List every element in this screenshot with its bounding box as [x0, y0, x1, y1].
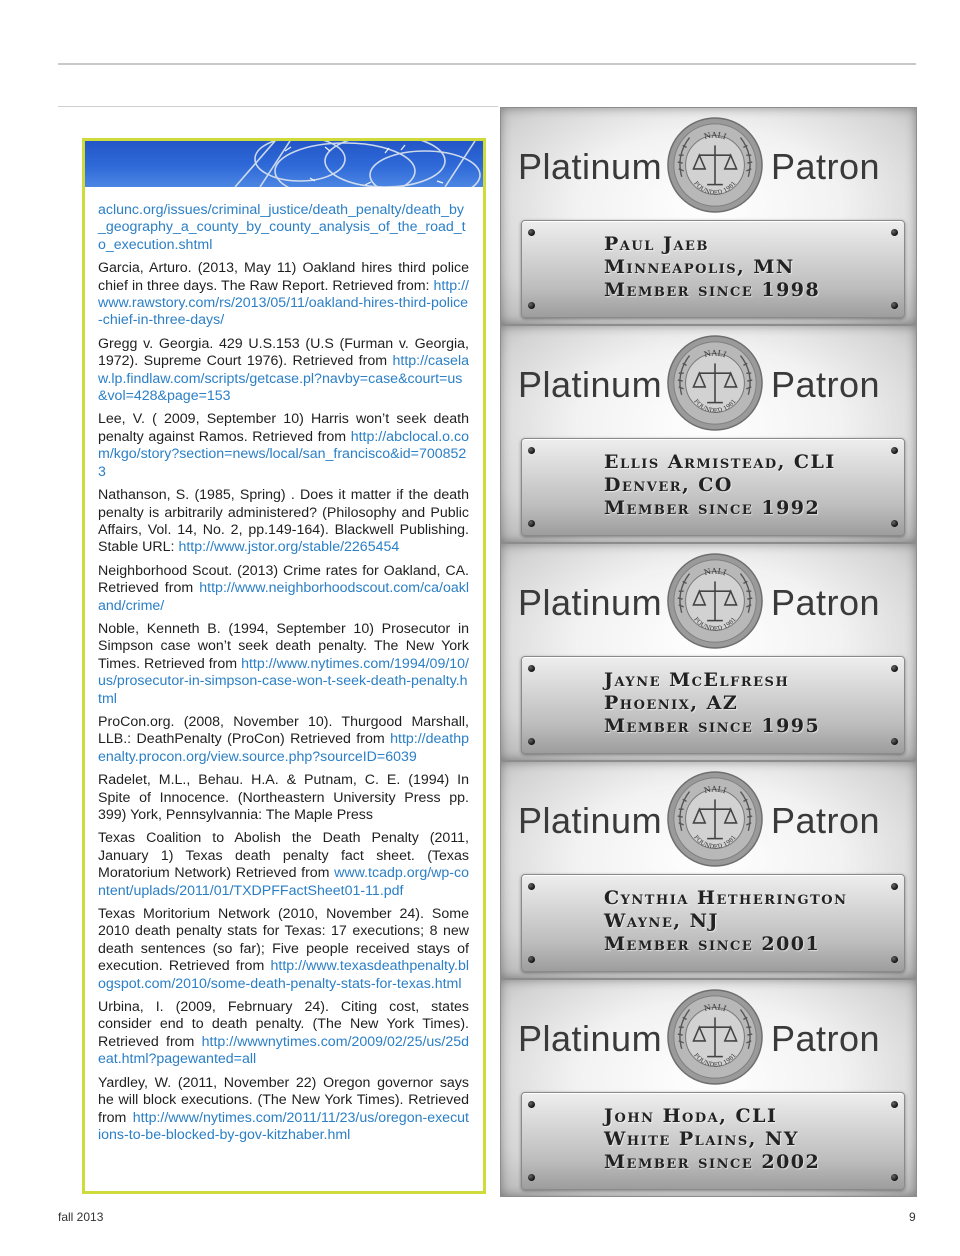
reference-text: Garcia, Arturo. (2013, May 11) Oakland hires third police chief in three days. The Raw Report. Retrieved from:: [98, 260, 469, 294]
plaque-left-word: Platinum: [518, 364, 663, 405]
rivet-icon: [891, 520, 898, 527]
plaque-left-word: Platinum: [518, 1018, 663, 1059]
reference-text: Noble, Kenneth B. (1994, September 10) Prosecutor in Simpson case won’t seek death penalty. The New York Times. Retrieved from: [98, 620, 469, 672]
rivet-icon: [891, 229, 898, 236]
reference-text: Yardley, W. (2011, November 22) Oregon governor says he will block executions. (The New York Times). Retrieved from: [98, 1074, 469, 1126]
plaque-right-word: Patron: [771, 582, 881, 623]
reference-text: Texas Moritorium Network (2010, November 24). Some 2010 death penalty stats for Texas: 17 executions; 8 new death sentences (so far); Five people received stays of execution. Retrieved from: [98, 906, 469, 975]
barbed-wire-icon: [85, 141, 483, 187]
rivet-icon: [891, 302, 898, 309]
patron-name: Jayne McElfresh: [604, 669, 790, 691]
seal-top-text: NALI: [703, 348, 728, 360]
patron-member-since: Member since 2001: [604, 933, 821, 955]
nameplate: [521, 874, 905, 972]
patron-location: White Plains, NY: [604, 1128, 799, 1150]
patron-plaque: [500, 761, 917, 979]
reference-text: ProCon.org. (2008, November 10). Thurgood Marshall, LLB.: DeathPenalty (ProCon) Retrieved from: [98, 713, 469, 748]
nameplate: [521, 656, 905, 754]
plaque-right-word: Patron: [771, 146, 881, 187]
reference-text: Texas Coalition to Abolish the Death Penalty (2011, January 1) Texas death penalty fact sheet. (Texas Moratorium Network) Retrieved from: [98, 830, 469, 882]
reference-entry: [98, 830, 469, 900]
nali-seal-icon: [666, 770, 764, 868]
rivet-icon: [891, 1174, 898, 1181]
reference-entry: [98, 487, 469, 557]
reference-entry: [98, 336, 469, 406]
reference-entry: [98, 621, 469, 708]
patron-name: John Hoda, CLI: [604, 1105, 778, 1127]
nameplate: [521, 220, 905, 318]
reference-link[interactable]: http://wwwnytimes.com/2009/02/25/us/25deat.html?pagewanted=all: [98, 1033, 469, 1068]
patron-location: Denver, CO: [604, 474, 733, 496]
patron-plaques: [500, 107, 917, 1197]
reference-link[interactable]: aclunc.org/issues/criminal_justice/death_penalty/death_by_geography_a_county_by_county_analysis_of_the_road_to_execution.shtml: [98, 202, 466, 253]
rivet-icon: [528, 883, 535, 890]
reference-entry: [98, 563, 469, 615]
patron-member-since: Member since 1992: [604, 497, 821, 519]
plaque-left-word: Platinum: [518, 800, 663, 841]
rivet-icon: [891, 956, 898, 963]
patron-plaque: [500, 325, 917, 543]
seal-top-text: NALI: [703, 130, 728, 142]
reference-link[interactable]: http://www.nytimes.com/1994/09/10/us/prosecutor-in-simpson-case-won-t-seek-death-penalty.html: [98, 655, 469, 707]
rivet-icon: [891, 883, 898, 890]
rivet-icon: [528, 738, 535, 745]
nali-seal-icon: [666, 334, 764, 432]
reference-link[interactable]: www.tcadp.org/wp-content/uplads/2011/01/TXDPFFactSheet01-11.pdf: [98, 865, 469, 899]
reference-link[interactable]: http://www/nytimes.com/2011/11/23/us/oregon-executions-to-be-blocked-by-gov-kitzhaber.hml: [98, 1109, 469, 1143]
top-rule: [58, 63, 916, 65]
rivet-icon: [528, 956, 535, 963]
reference-link[interactable]: http://www.neighborhoodscout.com/ca/oakland/crime/: [98, 580, 469, 614]
reference-link[interactable]: http://abclocal.o.com/kgo/story?section=news/local/san_francisco&id=7008523: [98, 428, 469, 480]
seal-bottom-text: FOUNDED 1981: [692, 398, 738, 415]
patron-member-since: Member since 1995: [604, 715, 821, 737]
reference-entry: [98, 260, 469, 330]
reference-entry: [98, 1075, 469, 1145]
rivet-icon: [528, 447, 535, 454]
references-box: [82, 138, 486, 1194]
rivet-icon: [891, 665, 898, 672]
seal-top-text: NALI: [703, 1002, 728, 1014]
reference-entry: [98, 411, 469, 481]
reference-link[interactable]: http://www.texasdeathpenalty.blogspot.com/2010/some-death-penalty-stats-for-texas.html: [98, 958, 469, 992]
reference-entry: [98, 772, 469, 824]
patron-name: Ellis Armistead, CLI: [604, 451, 836, 473]
nali-seal-icon: [666, 988, 764, 1086]
nali-seal-icon: [666, 552, 764, 650]
plaque-right-word: Patron: [771, 1018, 881, 1059]
plaque-left-word: Platinum: [518, 146, 663, 187]
patron-location: Wayne, NJ: [604, 910, 719, 932]
rivet-icon: [891, 447, 898, 454]
reference-text: Radelet, M.L., Behau. H.A. & Putnam, C. E. (1994) In Spite of Innocence. (Northeastern University Press pp. 399) York, Pennsylvannia: The Maple Press: [98, 772, 469, 823]
patron-plaque: [500, 543, 917, 761]
reference-entry: [98, 202, 469, 254]
rivet-icon: [891, 738, 898, 745]
patron-plaque: [500, 979, 917, 1197]
reference-link[interactable]: http://www.jstor.org/stable/2265454: [178, 539, 400, 556]
rivet-icon: [891, 1101, 898, 1108]
patron-member-since: Member since 1998: [604, 279, 821, 301]
patron-location: Phoenix, AZ: [604, 692, 739, 714]
reference-text: Lee, V. ( 2009, September 10) Harris won’t seek death penalty against Ramos. Retrieved from: [98, 411, 469, 445]
plaque-right-word: Patron: [771, 364, 881, 405]
nameplate: [521, 438, 905, 536]
reference-entry: [98, 999, 469, 1069]
patron-plaque: [500, 107, 917, 325]
reference-text: Nathanson, S. (1985, Spring) . Does it matter if the death penalty is arbitrarily administered? (Philosophy and Public Affairs, Vol. 14, No. 2, pp.149-164). Blackwell Publishing. Stable URL:: [98, 487, 469, 556]
seal-top-text: NALI: [703, 566, 728, 578]
barbed-wire-banner: [85, 141, 483, 187]
plaque-left-word: Platinum: [518, 582, 663, 623]
rivet-icon: [528, 229, 535, 236]
rivet-icon: [528, 302, 535, 309]
reference-entry: [98, 906, 469, 993]
seal-top-text: NALI: [703, 784, 728, 796]
reference-entry: [98, 714, 469, 766]
reference-text: Urbina, I. (2009, Febrnuary 24). Citing cost, states consider end to death penalty. (The New York Times). Retrieved from: [98, 999, 469, 1050]
seal-bottom-text: FOUNDED 1981: [692, 616, 738, 633]
patron-name: Cynthia Hetherington: [604, 887, 848, 909]
nali-seal-icon: [666, 116, 764, 214]
seal-bottom-text: FOUNDED 1981: [692, 834, 738, 851]
plaque-right-word: Patron: [771, 800, 881, 841]
reference-text: Gregg v. Georgia. 429 U.S.153 (U.S (Furman v. Georgia, 1972). Supreme Court 1976). Retrieved from: [98, 335, 469, 370]
column-rule: [58, 106, 498, 107]
footer-page-number: 9: [909, 1210, 916, 1224]
reference-text: Neighborhood Scout. (2013) Crime rates for Oakland, CA. Retrieved from: [98, 562, 469, 597]
reference-link[interactable]: http://deathpenalty.procon.org/view.source.php?sourceID=6039: [98, 731, 469, 765]
patron-name: Paul Jaeb: [604, 233, 709, 255]
seal-bottom-text: FOUNDED 1981: [692, 1052, 738, 1069]
nameplate: [521, 1092, 905, 1190]
rivet-icon: [528, 665, 535, 672]
patron-member-since: Member since 2002: [604, 1151, 821, 1173]
rivet-icon: [528, 520, 535, 527]
reference-link[interactable]: http://www.rawstory.com/rs/2013/05/11/oakland-hires-third-police-chief-in-three-days/: [98, 277, 469, 329]
seal-bottom-text: FOUNDED 1981: [692, 180, 738, 197]
reference-link[interactable]: http://caselaw.lp.findlaw.com/scripts/getcase.pl?navby=case&court=us&vol=428&page=153: [98, 353, 469, 405]
rivet-icon: [528, 1174, 535, 1181]
patron-location: Minneapolis, MN: [604, 256, 795, 278]
reference-list: [85, 187, 483, 1144]
footer-issue: fall 2013: [58, 1210, 104, 1224]
rivet-icon: [528, 1101, 535, 1108]
